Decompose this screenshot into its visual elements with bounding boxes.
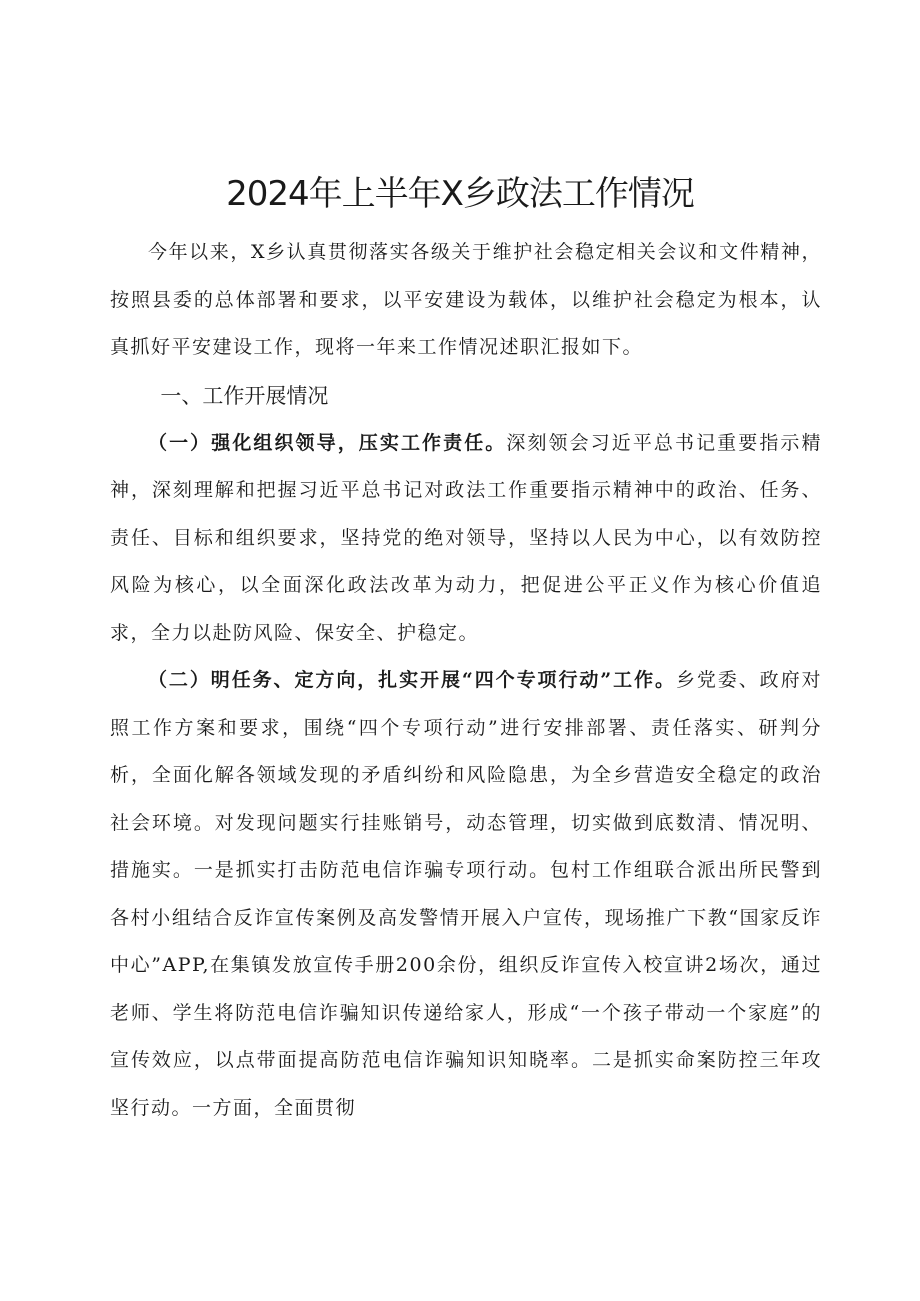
section-heading: 一、工作开展情况 xyxy=(160,383,329,408)
subsection-1-paragraph xyxy=(110,420,822,658)
document-title: 2024年上半年X乡政法工作情况 xyxy=(226,174,694,214)
subsection-2-text: 乡党委、政府对照工作方案和要求，围绕“四个专项行动”进行安排部署、责任落实、研判分析，全面化解各领域发现的矛盾纠纷和风险隐患，为全乡营造安全稳定的政治社会环境。对发现问题实行挂账销号，动态管理，切实做到底数清、情况明、措施实。一是抓实打击防范电信诈骗专项行动。包村工作组联合派出所民警到各村小组结合反诈宣传案例及高发警情开展入户宣传，现场推广下教“国家反诈中心”APP,在集镇发放宣传手册200余份，组织反诈宣传入校宣讲2场次，通过老师、学生将防范电信诈骗知识传递给家人，形成“一个孩子带动一个家庭”的宣传效应，以点带面提高防范电信诈骗知识知晓率。二是抓实命案防控三年攻坚行动。一方面，全面贯彻 xyxy=(110,669,822,1119)
subsection-2-heading: （二）明任务、定方向，扎实开展“四个专项行动”工作。 xyxy=(148,669,676,691)
document-body xyxy=(110,200,822,1132)
intro-paragraph: 今年以来，X乡认真贯彻落实各级关于维护社会稳定相关会议和文件精神，按照县委的总体部署和要求，以平安建设为载体，以维护社会稳定为根本，认真抓好平安建设工作，现将一年来工作情况述职汇报如下。 xyxy=(110,241,822,358)
subsection-2-paragraph xyxy=(110,657,822,1132)
subsection-1-heading: （一）强化组织领导，压实工作责任。 xyxy=(148,431,507,454)
subsection-1-text: 深刻领会习近平总书记重要指示精神，深刻理解和把握习近平总书记对政法工作重要指示精神中的政治、任务、责任、目标和组织要求，坚持党的绝对领导，坚持以人民为中心，以有效防控风险为核心，以全面深化政法改革为动力，把促进公平正义作为核心价值追求，全力以赴防风险、保安全、护稳定。 xyxy=(110,431,822,644)
